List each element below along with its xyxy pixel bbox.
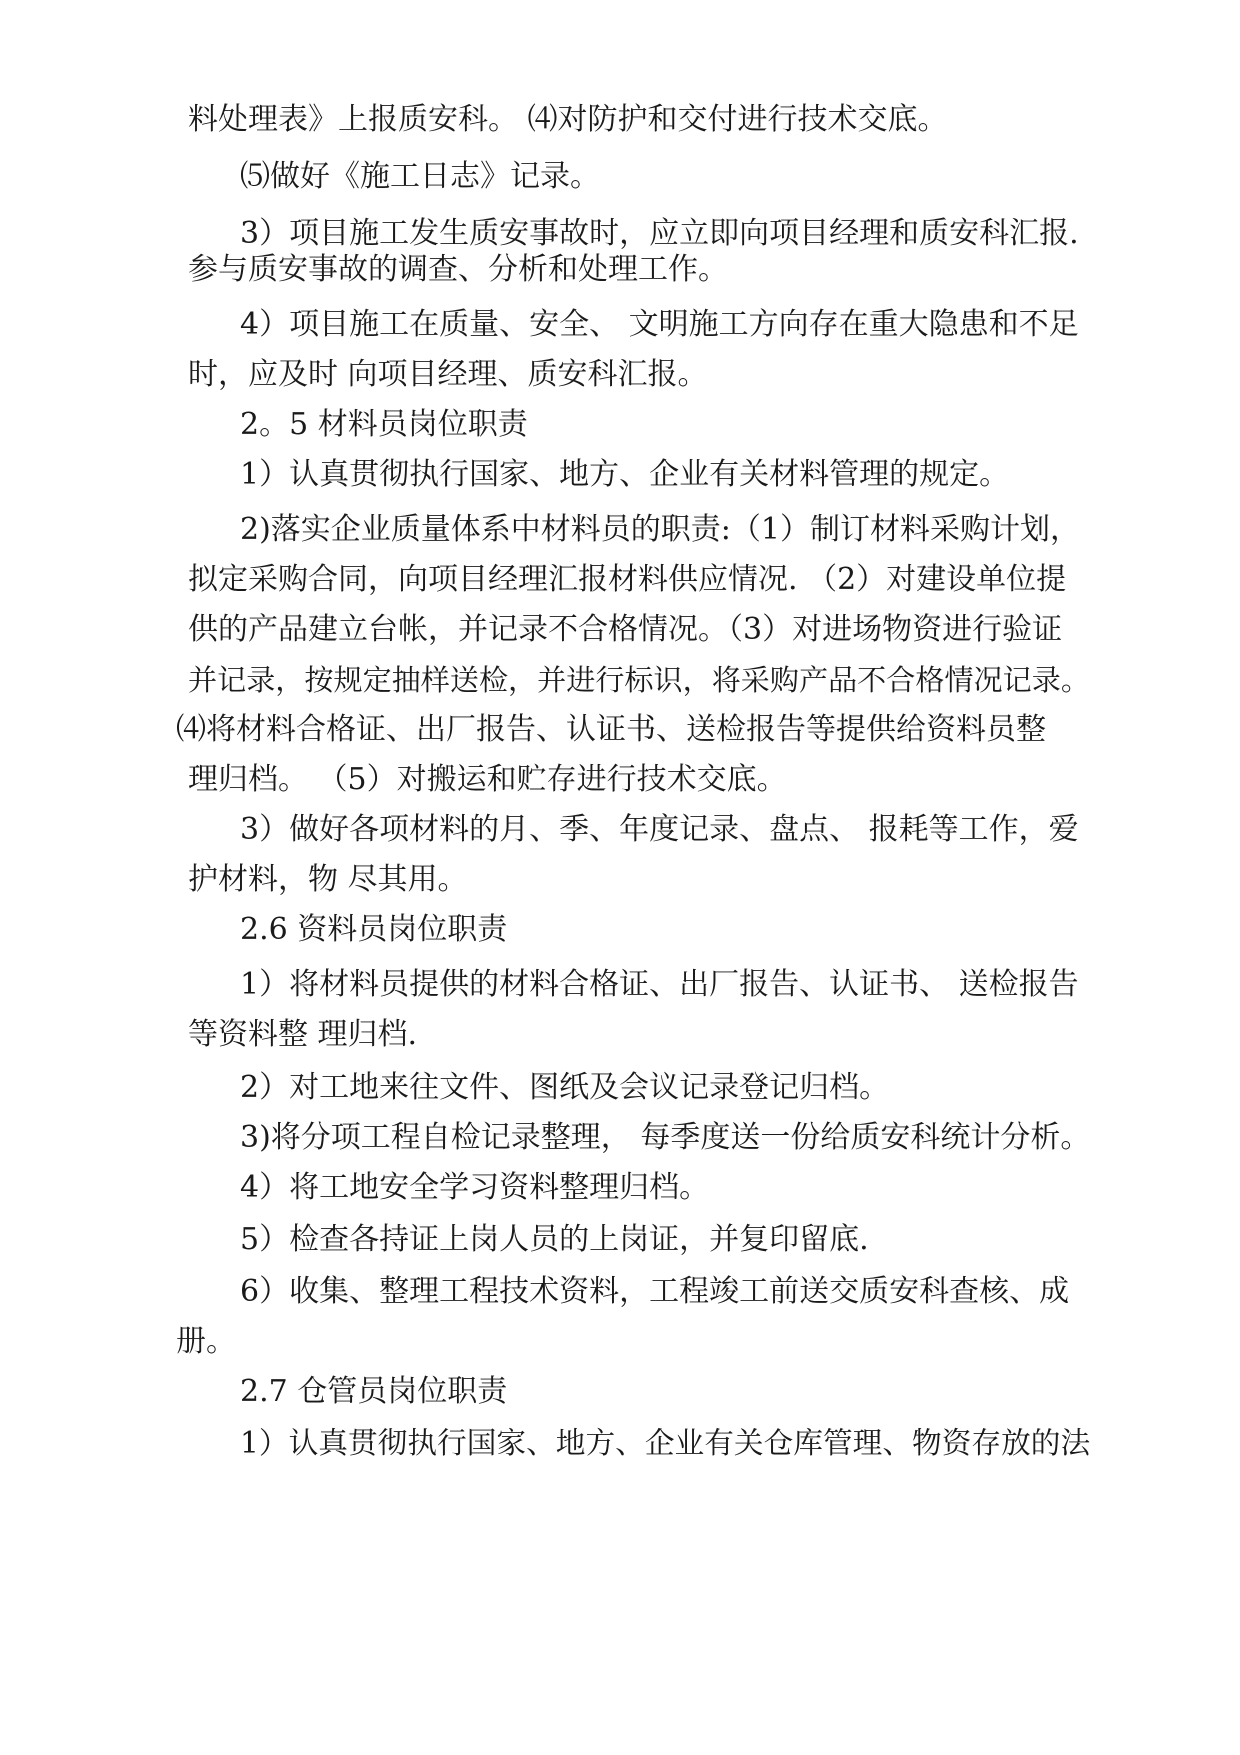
body-text-line: 2）对工地来往文件、图纸及会议记录登记归档。 — [240, 1070, 890, 1105]
body-text-line: 6）收集、整理工程技术资料，工程竣工前送交质安科查核、成 — [240, 1274, 1070, 1309]
body-text-line: 1）认真贯彻执行国家、地方、企业有关仓库管理、物资存放的法 — [240, 1426, 1091, 1461]
body-text-line: 4）项目施工在质量、安全、 文明施工方向存在重大隐患和不足 — [240, 307, 1079, 342]
body-text-line: 册。 — [176, 1324, 236, 1359]
body-text-line: ⑸做好《施工日志》记录。 — [240, 159, 600, 194]
body-text-line: ⑷将材料合格证、出厂报告、认证书、送检报告等提供给资料员整 — [176, 712, 1046, 747]
body-text-line: 等资料整 理归档. — [188, 1017, 418, 1052]
body-text-line: 拟定采购合同，向项目经理汇报材料供应情况. （2）对建设单位提 — [188, 562, 1067, 597]
section-heading-materials-clerk: 2。5 材料员岗位职责 — [240, 407, 528, 442]
body-text-line: 理归档。 （5）对搬运和贮存进行技术交底。 — [188, 762, 787, 797]
body-text-line: 1）将材料员提供的材料合格证、出厂报告、认证书、 送检报告 — [240, 967, 1079, 1002]
body-text-line: 3）项目施工发生质安事故时，应立即向项目经理和质安科汇报. — [240, 216, 1079, 251]
body-text-line: 5）检查各持证上岗人员的上岗证，并复印留底. — [240, 1222, 869, 1257]
body-text-line: 4）将工地安全学习资料整理归档。 — [240, 1170, 710, 1205]
body-text-line: 时，应及时 向项目经理、质安科汇报。 — [188, 357, 708, 392]
body-text-line: 护材料，物 尽其用。 — [188, 862, 468, 897]
body-text-line: 供的产品建立台帐，并记录不合格情况。（3）对进场物资进行验证 — [188, 612, 1063, 647]
body-text-line: 料处理表》上报质安科。 ⑷对防护和交付进行技术交底。 — [188, 102, 948, 137]
body-text-line: 1）认真贯彻执行国家、地方、企业有关材料管理的规定。 — [240, 457, 1010, 492]
body-text-line: 并记录，按规定抽样送检，并进行标识，将采购产品不合格情况记录。 — [188, 663, 1090, 697]
body-text-line: 2)落实企业质量体系中材料员的职责:（1）制订材料采购计划， — [240, 512, 1080, 547]
body-text-line: 3)将分项工程自检记录整理， 每季度送一份给质安科统计分析。 — [240, 1120, 1091, 1155]
body-text-line: 参与质安事故的调查、分析和处理工作。 — [188, 252, 728, 287]
section-heading-warehouse-keeper: 2.7 仓管员岗位职责 — [240, 1374, 508, 1409]
body-text-line: 3）做好各项材料的月、季、年度记录、盘点、 报耗等工作，爱 — [240, 812, 1079, 847]
section-heading-records-clerk: 2.6 资料员岗位职责 — [240, 912, 508, 947]
